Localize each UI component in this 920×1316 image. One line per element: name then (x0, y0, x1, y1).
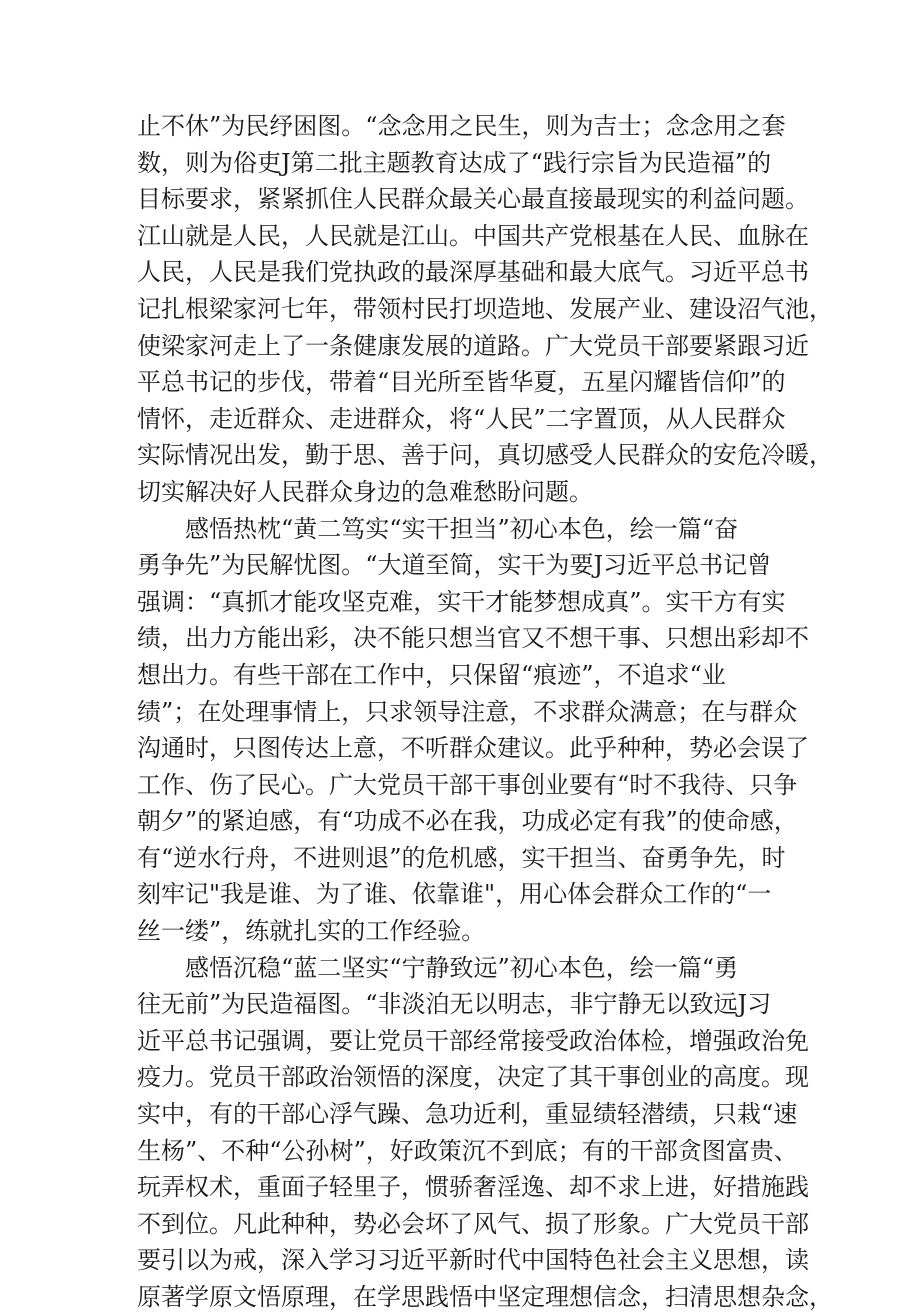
text-line: 使梁家河走上了一条健康发展的道路。广大党员干部要紧跟习近 (137, 331, 809, 360)
text-line: 平总书记的步伐，带着“目光所至皆华夏，五星闪耀皆信仰”的 (137, 368, 786, 397)
text-line: 情怀，走近群众、走进群众，将“人民”二字置顶，从人民群众 (137, 404, 786, 433)
text-line: 想出力。有些干部在工作中，只保留“痕迹”，不追求“业 (137, 660, 726, 689)
text-line: 有“逆水行舟，不进则退”的危机感，实干担当、奋勇争先，时 (137, 843, 786, 872)
text-line: 勇争先”为民解忧图。“大道至简，实干为要J习近平总书记曾 (137, 551, 772, 580)
text-line: 沟通时，只图传达上意，不听群众建议。此乎种种，势必会误了 (137, 734, 809, 763)
text-line: 止不休”为民纾困图。“念念用之民生，则为吉士；念念用之套 (137, 112, 786, 140)
text-line: 玩弄权术，重面子轻里子，惯骄奢淫逸、却不求上进，好措施践 (137, 1173, 809, 1202)
paragraph-start-line: 感悟沉稳“蓝二坚实“宁静致远”初心本色，绘一篇“勇 (137, 953, 739, 982)
text-line: 原著学原文悟原理，在学思践悟中坚定理想信念，扫清思想杂念， (137, 1283, 833, 1311)
body-text (137, 108, 833, 1316)
text-line: 要引以为戒，深入学习习近平新时代中国特色社会主义思想，读 (137, 1246, 809, 1275)
text-line: 疫力。党员干部政治领悟的深度，决定了其干事创业的高度。现 (137, 1063, 809, 1092)
text-line: 江山就是人民，人民就是江山。中国共产党根基在人民、血脉在 (137, 221, 809, 250)
text-line: 刻牢记"我是谁、为了谁、依靠谁"，用心体会群众工作的“一 (137, 880, 772, 909)
text-line: 绩”；在处理事情上，只求领导注意，不求群众满意；在与群众 (137, 697, 798, 726)
paragraph-start-line: 感悟热枕“黄二笃实“实干担当”初心本色，绘一篇“奋 (137, 514, 739, 543)
text-line: 实中，有的干部心浮气躁、急功近利，重显绩轻潜绩，只栽“速 (137, 1100, 798, 1129)
text-line: 工作、伤了民心。广大党员干部干事创业要有“时不我待、只争 (137, 770, 798, 799)
text-line: 记扎根梁家河七年，带领村民打坝造地、发展产业、建设沼气池， (137, 294, 833, 323)
text-line: 丝一缕”，练就扎实的工作经验。 (137, 917, 486, 946)
text-line: 朝夕”的紧迫感，有“功成不必在我，功成必定有我”的使命感， (137, 807, 798, 836)
text-line: 往无前”为民造福图。“非淡泊无以明志，非宁静无以致远J习 (137, 990, 772, 1019)
text-line: 人民，人民是我们党执政的最深厚基础和最大底气。习近平总书 (137, 258, 809, 287)
text-line: 近平总书记强调，要让党员干部经常接受政治体检，增强政治免 (137, 1026, 809, 1055)
text-line: 数，则为俗吏J第二批主题教育达成了“践行宗旨为民造福”的 (137, 148, 772, 177)
text-line: 强调：“真抓才能攻坚克难，实干才能梦想成真”。实干方有实 (137, 587, 786, 616)
text-line: 目标要求，紧紧抓住人民群众最关心最直接最现实的利益问题。 (137, 185, 809, 214)
text-line: 生杨”、不种“公孙树”，好政策沉不到底；有的干部贪图富贵、 (137, 1136, 798, 1165)
text-line: 不到位。凡此种种，势必会坏了风气、损了形象。广大党员干部 (137, 1209, 809, 1238)
text-line: 切实解决好人民群众身边的急难愁盼问题。 (137, 477, 593, 506)
text-line: 绩，出力方能出彩，决不能只想当官又不想干事、只想出彩却不 (137, 624, 809, 653)
text-line: 实际情况出发，勤于思、善于问，真切感受人民群众的安危冷暖， (137, 441, 833, 470)
